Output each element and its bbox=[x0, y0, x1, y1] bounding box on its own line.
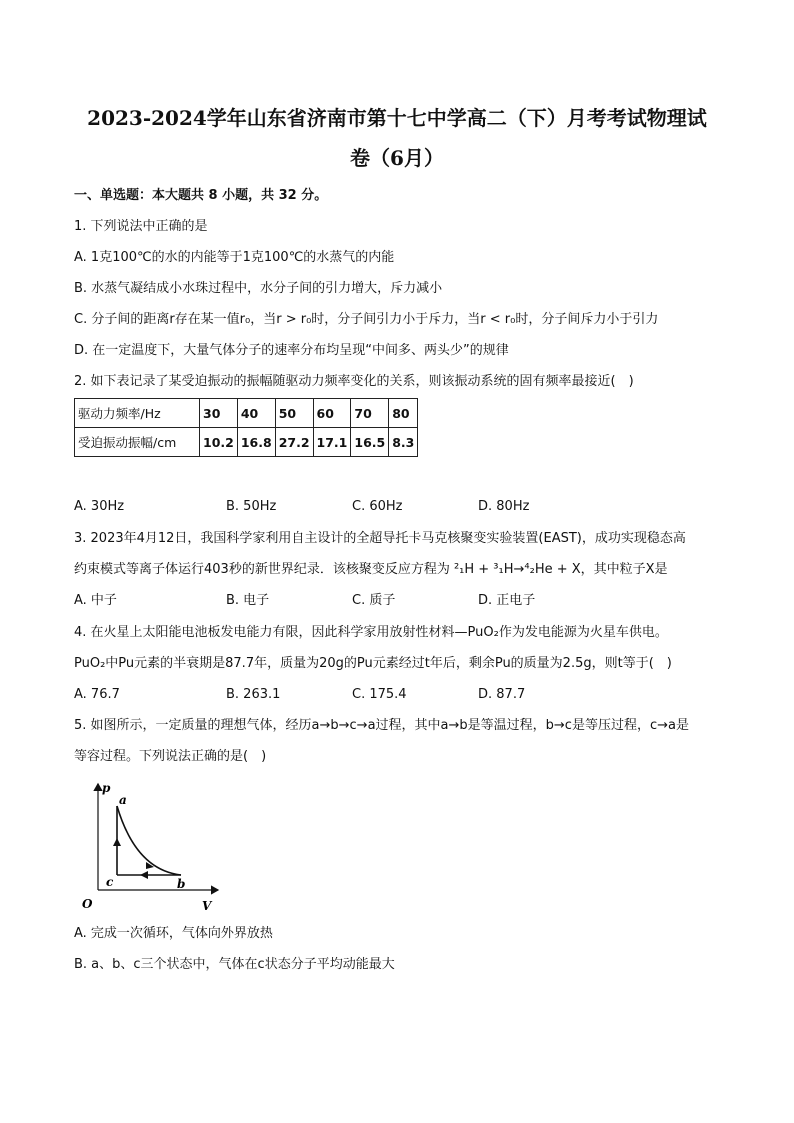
origin-label: O bbox=[82, 897, 93, 911]
q1-option-c: C. 分子间的距离r存在某一值r₀，当r > r₀时，分子间引力小于斥力，当r < r₀时，分子间斥力小于引力 bbox=[74, 312, 659, 327]
q4-option-b: B. 263.1 bbox=[226, 687, 281, 702]
arrow-ca bbox=[113, 838, 121, 846]
q5-option-a: A. 完成一次循环，气体向外界放热 bbox=[74, 926, 273, 941]
table-row bbox=[75, 399, 418, 428]
q4-option-d: D. 87.7 bbox=[478, 687, 526, 702]
q3-option-c: C. 质子 bbox=[352, 593, 396, 608]
section-heading: 一、单选题：本大题共 8 小题，共 32 分。 bbox=[74, 188, 328, 203]
table-header-amplitude: 受迫振动振幅/cm bbox=[75, 428, 200, 457]
table-cell: 16.8 bbox=[237, 428, 275, 457]
q3-stem-line-2: 约束模式等离子体运行403秒的新世界纪录．该核聚变反应方程为 ²₁H + ³₁H→⁴₂He + X，其中粒子X是 bbox=[74, 562, 668, 577]
q4-stem-line-1: 4. 在火星上太阳能电池板发电能力有限，因此科学家用放射性材料—PuO₂作为发电能源为火星车供电。 bbox=[74, 625, 668, 640]
state-b-label: b bbox=[177, 877, 186, 891]
q5-stem-line-1: 5. 如图所示，一定质量的理想气体，经历a→b→c→a过程，其中a→b是等温过程，b→c是等压过程，c→a是 bbox=[74, 718, 689, 733]
q5-stem-line-2: 等容过程。下列说法正确的是( ) bbox=[74, 749, 267, 764]
q2-stem: 2. 如下表记录了某受迫振动的振幅随驱动力频率变化的关系，则该振动系统的固有频率最接近( ) bbox=[74, 374, 634, 389]
table-header-frequency: 驱动力频率/Hz bbox=[75, 399, 200, 428]
table-cell: 27.2 bbox=[275, 428, 313, 457]
table-cell: 40 bbox=[237, 399, 275, 428]
paper-title-line-1: 2023-2024学年山东省济南市第十七中学高二（下）月考考试物理试 bbox=[87, 106, 707, 130]
table-cell: 80 bbox=[389, 399, 418, 428]
table-cell: 70 bbox=[351, 399, 389, 428]
table-cell: 10.2 bbox=[200, 428, 238, 457]
q2-option-d: D. 80Hz bbox=[478, 499, 530, 514]
table-cell: 8.3 bbox=[389, 428, 418, 457]
table-cell: 30 bbox=[200, 399, 238, 428]
frequency-amplitude-table bbox=[74, 398, 418, 457]
q3-stem-line-1: 3. 2023年4月12日，我国科学家利用自主设计的全超导托卡马克核聚变实验装置(EAST)，成功实现稳态高 bbox=[74, 531, 686, 546]
q2-option-b: B. 50Hz bbox=[226, 499, 277, 514]
q1-stem: 1. 下列说法中正确的是 bbox=[74, 219, 208, 234]
arrow-bc bbox=[140, 871, 148, 879]
q4-stem-line-2: PuO₂中Pu元素的半衰期是87.7年，质量为20g的Pu元素经过t年后，剩余Pu的质量为2.5g，则t等于( ) bbox=[74, 656, 672, 671]
q3-option-d: D. 正电子 bbox=[478, 593, 536, 608]
v-axis-label: V bbox=[202, 899, 212, 913]
table-cell: 60 bbox=[313, 399, 351, 428]
table-cell: 17.1 bbox=[313, 428, 351, 457]
table-cell: 16.5 bbox=[351, 428, 389, 457]
q4-option-a: A. 76.7 bbox=[74, 687, 120, 702]
q2-option-c: C. 60Hz bbox=[352, 499, 403, 514]
q5-option-b: B. a、b、c三个状态中，气体在c状态分子平均动能最大 bbox=[74, 957, 395, 972]
p-axis-label: p bbox=[102, 781, 111, 795]
q1-option-a: A. 1克100℃的水的内能等于1克100℃的水蒸气的内能 bbox=[74, 250, 395, 265]
pv-diagram bbox=[74, 778, 224, 916]
state-a-label: a bbox=[119, 793, 127, 807]
q3-option-b: B. 电子 bbox=[226, 593, 270, 608]
q1-option-b: B. 水蒸气凝结成小水珠过程中，水分子间的引力增大，斥力减小 bbox=[74, 281, 443, 296]
q4-option-c: C. 175.4 bbox=[352, 687, 407, 702]
state-c-label: c bbox=[106, 875, 114, 889]
q2-option-a: A. 30Hz bbox=[74, 499, 125, 514]
table-cell: 50 bbox=[275, 399, 313, 428]
q1-option-d: D. 在一定温度下，大量气体分子的速率分布均呈现“中间多、两头少”的规律 bbox=[74, 343, 509, 358]
q3-option-a: A. 中子 bbox=[74, 593, 117, 608]
paper-title-line-2: 卷（6月） bbox=[350, 146, 444, 170]
table-row bbox=[75, 428, 418, 457]
